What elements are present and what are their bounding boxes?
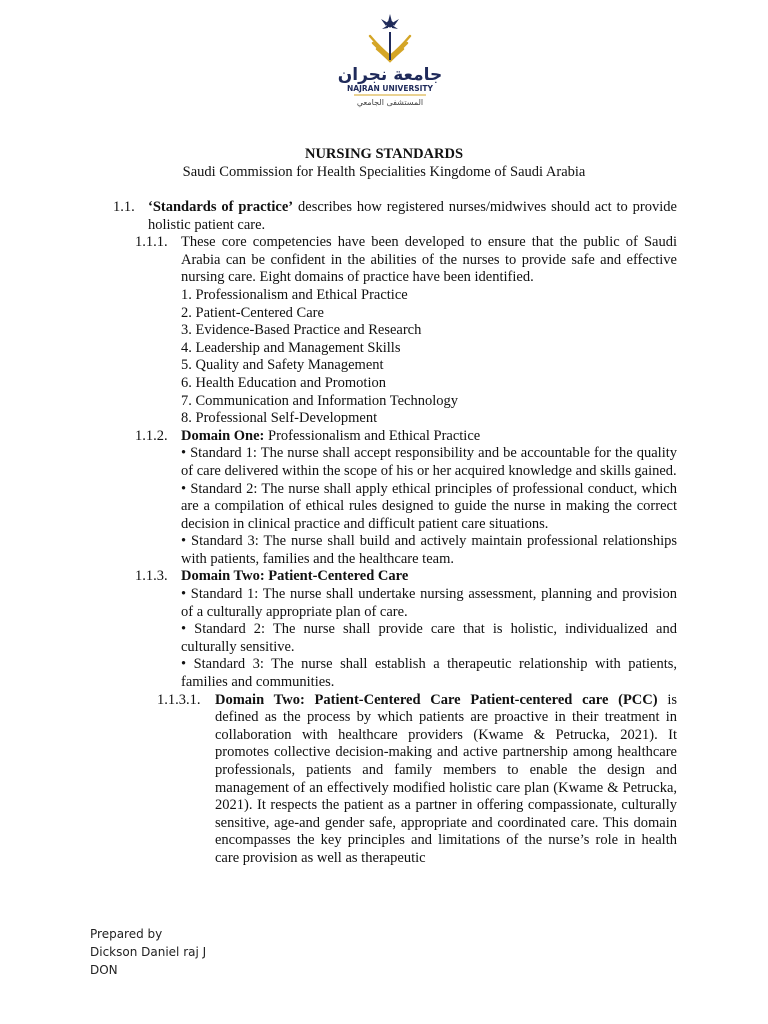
section-lead: ‘Standards of practice’ xyxy=(148,199,294,215)
section-number: 1.1.3. xyxy=(135,568,168,585)
domain-list-item: 1. Professionalism and Ethical Practice xyxy=(181,286,408,303)
section-heading: Domain One: xyxy=(181,427,265,444)
section-1-1 xyxy=(113,199,677,234)
standard-item: • Standard 3: The nurse shall establish a therapeutic relationship with patients, families and communities. xyxy=(181,656,677,691)
section-number: 1.1. xyxy=(113,199,135,215)
document-body xyxy=(0,199,768,868)
najran-university-emblem-icon xyxy=(338,10,442,110)
section-1-1-3-1 xyxy=(157,691,678,868)
najran-university-logo xyxy=(338,10,442,110)
domain-list-item: 2. Patient-Centered Care xyxy=(181,304,324,321)
standard-item: • Standard 1: The nurse shall undertake nursing assessment, planning and provision of a culturally appropriate plan of care. xyxy=(181,586,677,620)
section-text: is defined as the process by which patients are proactive in their treatment in collaboration with healthcare providers (Kwame & Petrucka, 2021). It promotes collective decision-making and active partnership among healthcare professionals, patients and family members to enable the design and management of an effectively modified holistic care plan (Kwame & Petrucka, 2021). It respects the patient as a partner in offering compassionate, culturally sensitive, age-and gender safe, appropriate and coordinated care. This domain encompasses the key principles and limitations of the nurse’s role in health care provision as well as therapeutic xyxy=(215,691,678,866)
document-subtitle: Saudi Commission for Health Specialities Kingdome of Saudi Arabia xyxy=(182,164,586,180)
standard-item: • Standard 2: The nurse shall apply ethical principles of professional conduct, which are a compilation of ethical rules designed to guide the nurse in making the correct decision in clinical practice and difficult patient care situations. xyxy=(181,480,677,532)
section-heading: Domain Two: Patient-Centered Care Patient-centered care (PCC) xyxy=(215,691,658,708)
domain-list-item: 7. Communication and Information Technology xyxy=(181,392,458,409)
svg-text:NAJRAN UNIVERSITY: NAJRAN UNIVERSITY xyxy=(347,84,433,93)
section-number: 1.1.3.1. xyxy=(157,691,201,708)
section-1-1-3 xyxy=(135,568,677,691)
section-text: These core competencies have been developed to ensure that the public of Saudi Arabia can be confident in the abilities of the nurses to provide safe and effective nursing care. Eight domains of practice have been identified. xyxy=(181,234,677,286)
domain-list-item: 8. Professional Self-Development xyxy=(181,410,378,427)
section-heading: Domain Two: Patient-Centered Care xyxy=(181,568,409,585)
standard-item: • Standard 3: The nurse shall build and actively maintain professional relationships with patients, families and the healthcare team. xyxy=(181,533,677,567)
section-heading-rest: Professionalism and Ethical Practice xyxy=(264,427,481,444)
footer-author: Dickson Daniel raj J xyxy=(90,945,207,959)
document-title: NURSING STANDARDS xyxy=(304,146,464,162)
section-text: describes how registered nurses/midwives should act to provide holistic patient care. xyxy=(148,199,677,233)
standard-item: • Standard 2: The nurse shall provide care that is holistic, individualized and culturally sensitive. xyxy=(181,621,677,655)
domain-list-item: 6. Health Education and Promotion xyxy=(181,374,386,391)
section-1-1-2 xyxy=(135,427,677,569)
section-number: 1.1.2. xyxy=(135,427,168,444)
svg-text:المستشفى الجامعي: المستشفى الجامعي xyxy=(356,98,424,107)
footer-label: Prepared by xyxy=(90,927,163,941)
standard-item: • Standard 1: The nurse shall accept responsibility and be accountable for the quality of care delivered within the scope of his or her acquired knowledge and skills gained. xyxy=(181,445,677,479)
domain-list-item: 4. Leadership and Management Skills xyxy=(181,339,401,356)
footer-role: DON xyxy=(90,963,118,977)
domain-list-item: 3. Evidence-Based Practice and Research xyxy=(181,322,422,339)
prepared-by-footer xyxy=(90,925,206,979)
domain-list-item: 5. Quality and Safety Management xyxy=(181,357,384,374)
section-number: 1.1.1. xyxy=(135,234,168,251)
svg-text:جامعة نجران: جامعة نجران xyxy=(338,65,442,85)
section-1-1-1 xyxy=(135,234,677,428)
